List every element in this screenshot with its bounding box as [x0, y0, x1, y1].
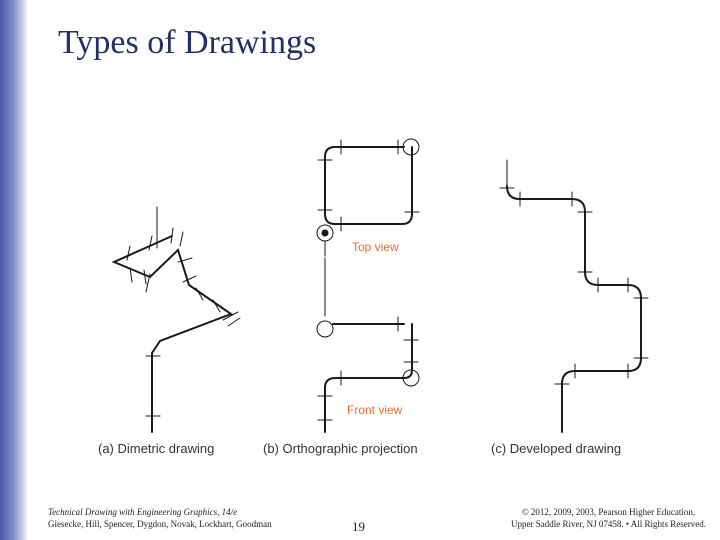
dimetric-piping-drawing	[114, 207, 240, 432]
footer-copyright-line2: Upper Saddle River, NJ 07458. • All Rights Reserved.	[510, 519, 706, 529]
slide-title: Types of Drawings	[58, 24, 317, 61]
developed-drawing-caption: (c) Developed drawing	[491, 441, 622, 456]
top-view-label: Top view	[352, 240, 399, 254]
footer-authors: Giesecke, Hill, Spencer, Dygdon, Novak, Lockhart, Goodman	[48, 519, 272, 529]
footer-copyright-line1: © 2012, 2009, 2003, Pearson Higher Education,	[521, 507, 696, 517]
footer-copyright	[511, 506, 706, 530]
front-view-label: Front view	[347, 403, 403, 417]
footer-book-title: Technical Drawing with Engineering Graphics, 14/e	[48, 507, 238, 517]
footer-book-citation	[48, 506, 272, 530]
developed-piping-drawing	[500, 160, 648, 432]
orthographic-projection-caption: (b) Orthographic projection	[263, 441, 418, 456]
orthographic-top-view	[317, 139, 419, 256]
dimetric-drawing-caption: (a) Dimetric drawing	[98, 441, 215, 456]
page-number: 19	[352, 519, 365, 534]
